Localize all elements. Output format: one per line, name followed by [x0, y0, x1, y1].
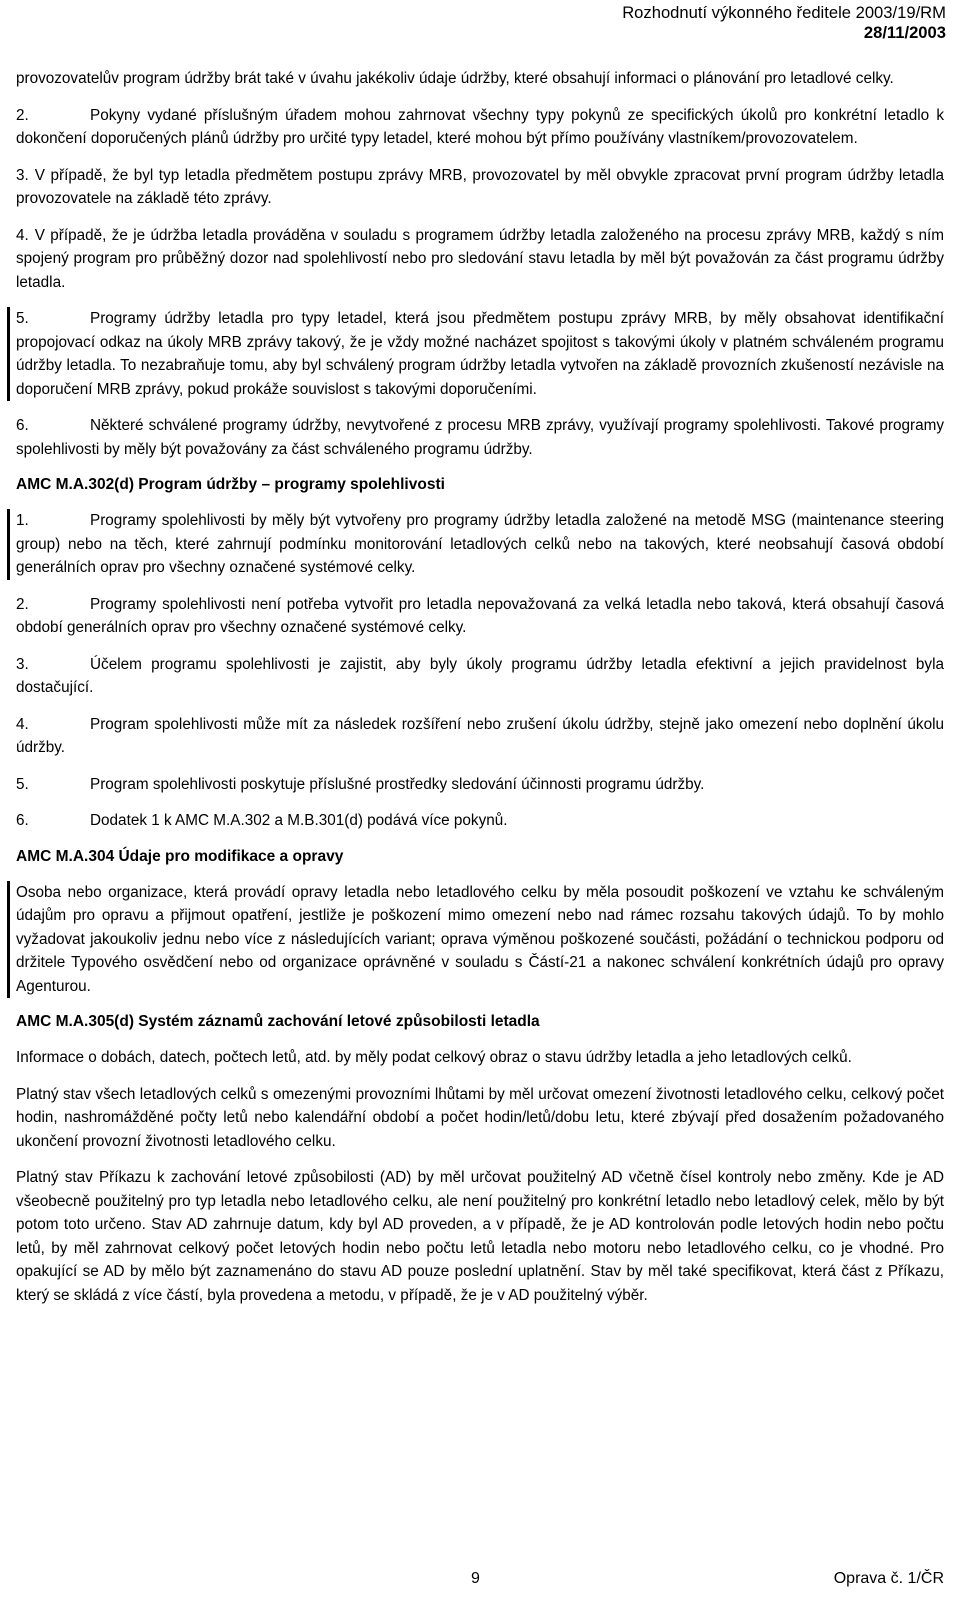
list-text: Programy spolehlivosti není potřeba vytvořit pro letadla nepovažovaná za velká letadla nebo taková, která obsahují časová období generálních oprav pro všechny označené systémové celky. [16, 595, 944, 636]
list-text: Pokyny vydané příslušným úřadem mohou zahrnovat všechny typy pokynů ze specifických úkolů pro konkrétní letadlo k dokončení doporučených plánů údržby pro určité typy letadel, které mohou být přímo používány vlastníkem/provozovatelem. [16, 106, 944, 147]
list-text: Dodatek 1 k AMC M.A.302 a M.B.301(d) podává více pokynů. [90, 812, 508, 829]
list-item [7, 307, 944, 401]
body-paragraph: Informace o dobách, datech, počtech letů, atd. by měly podat celkový obraz o stavu údržby letadla a jeho letadlových celků. [16, 1049, 852, 1066]
list-text: Programy údržby letadla pro typy letadel, která jsou předmětem postupu zprávy MRB, by měly obsahovat identifikační propojovací odkaz na úkoly MRB zprávy takový, že je vždy možné nacházet spojitost s takovými úkoly v platném schváleném programu údržby letadla. To nezabraňuje tomu, aby byl schválený program údržby letadla vytvořen na základě provozních zkušeností nezávisle na doporučení MRB zprávy, pokud prokáže souvislost s takovými doporučeními. [16, 310, 944, 398]
document-header-title: Rozhodnutí výkonného ředitele 2003/19/RM [622, 3, 946, 22]
list-number: 2. [16, 106, 29, 124]
body-paragraph: Platný stav Příkazu k zachování letové způsobilosti (AD) by měl určovat použitelný AD včetně čísel kontroly nebo změny. Kde je AD všeobecně použitelný pro typ letadla nebo letadlového celku, ale není použitelný pro konkrétní letadlo nebo letadlový celek, mělo by být potom toto určeno. Stav AD zahrnuje datum, kdy byl AD proveden, a v případě, že je AD kontrolován podle letových hodin nebo počtu letů, by měl zahrnovat celkový počet letových hodin nebo počtu letů letadla nebo motoru nebo letadlového celku, co je vhodné. Pro opakující se AD by mělo být zaznamenáno do stavu AD pouze poslední uplatnění. Stav by měl také specifikovat, která část z Příkazu, který se skládá z více částí, byla provedena a metodu, v případě, že je v AD použitelný výběr. [16, 1169, 944, 1304]
list-number: 4. [16, 715, 29, 733]
list-number: 1. [16, 512, 29, 529]
list-item [16, 164, 944, 211]
list-text: Program spolehlivosti poskytuje příslušné prostředky sledování účinnosti programu údržby. [90, 775, 705, 793]
list-item [16, 809, 944, 833]
list-text: V případě, že byl typ letadla předmětem postupu zprávy MRB, provozovatel by měl obvykle zpracovat první program údržby letadla provozovatele na základě této zprávy. [16, 166, 944, 207]
page-number: 9 [471, 1570, 480, 1587]
body-paragraph: Platný stav všech letadlových celků s omezenými provozními lhůtami by měl určovat omezení životnosti letadlového celku, celkový počet hodin, nashromážděné počty letů nebo kalendářní období a počet hodin/letů/dobu letu, které zbývají před dosažením požadovaného ukončení provozní životnosti letadlového celku. [16, 1085, 944, 1150]
section-heading: AMC M.A.305(d) Systém záznamů zachování letové způsobilosti letadla [16, 1013, 540, 1030]
list-number: 5. [16, 310, 29, 327]
list-number: 5. [16, 775, 29, 793]
list-number: 4. [16, 226, 29, 244]
section-heading: AMC M.A.304 Údaje pro modifikace a opravy [16, 847, 344, 865]
list-text: Některé schválené programy údržby, nevytvořené z procesu MRB zprávy, využívají programy spolehlivosti. Takové programy spolehlivosti by měly být považovány za část schváleného programu údržby. [16, 417, 944, 458]
list-item [16, 773, 944, 797]
list-item [7, 509, 944, 580]
list-item [16, 713, 944, 760]
list-number: 2. [16, 595, 29, 613]
section-heading: AMC M.A.302(d) Program údržby – programy spolehlivosti [16, 476, 445, 493]
list-number: 6. [16, 417, 29, 434]
intro-paragraph: provozovatelův program údržby brát také v úvahu jakékoliv údaje údržby, které obsahují informaci o plánování pro letadlové celky. [16, 70, 894, 87]
document-body [16, 67, 944, 1307]
list-item [16, 653, 944, 700]
list-text: V případě, že je údržba letadla prováděna v souladu s programem údržby letadla založeného na procesu zprávy MRB, každý s ním spojený program pro průběžný dozor nad spolehlivostí nebo pro sledování stavu letadla by měl být považován za část programu údržby letadla. [16, 226, 944, 291]
list-item [16, 104, 944, 151]
document-header-date: 28/11/2003 [863, 23, 946, 42]
body-paragraph: Osoba nebo organizace, která provádí opravy letadla nebo letadlového celku by měla posoudit poškození ve vztahu ke schváleným údajům pro opravu a přijmout opatření, jestliže je poškození mimo omezení nebo nad rámec rozsahu takových údajů. To by mohlo vyžadovat jakoukoliv jednu nebo více z následujících variant; oprava výměnou poškozené součásti, požádání o technickou podporu od držitele Typového osvědčení nebo od organizace oprávněné v souladu s Částí-21 a nakonec schválení konkrétních údajů pro opravy Agenturou. [7, 881, 944, 999]
list-number: 3. [16, 166, 29, 184]
list-text: Programy spolehlivosti by měly být vytvořeny pro programy údržby letadla založené na metodě MSG (maintenance steering group) nebo na těch, které zahrnují podmínku monitorování letadlových celků nebo na takových, které neobsahují časová období generálních oprav pro všechny označené systémové celky. [16, 512, 944, 576]
list-text: Účelem programu spolehlivosti je zajistit, aby byly úkoly programu údržby letadla efektivní a jejich pravidelnost byla dostačující. [16, 655, 944, 696]
list-item [16, 593, 944, 640]
list-item [16, 414, 944, 461]
correction-label: Oprava č. 1/ČR [833, 1570, 944, 1587]
list-number: 6. [16, 812, 29, 829]
list-number: 3. [16, 655, 29, 673]
list-item [16, 224, 944, 295]
list-text: Program spolehlivosti může mít za následek rozšíření nebo zrušení úkolu údržby, stejně jako omezení nebo doplnění úkolu údržby. [16, 715, 944, 756]
